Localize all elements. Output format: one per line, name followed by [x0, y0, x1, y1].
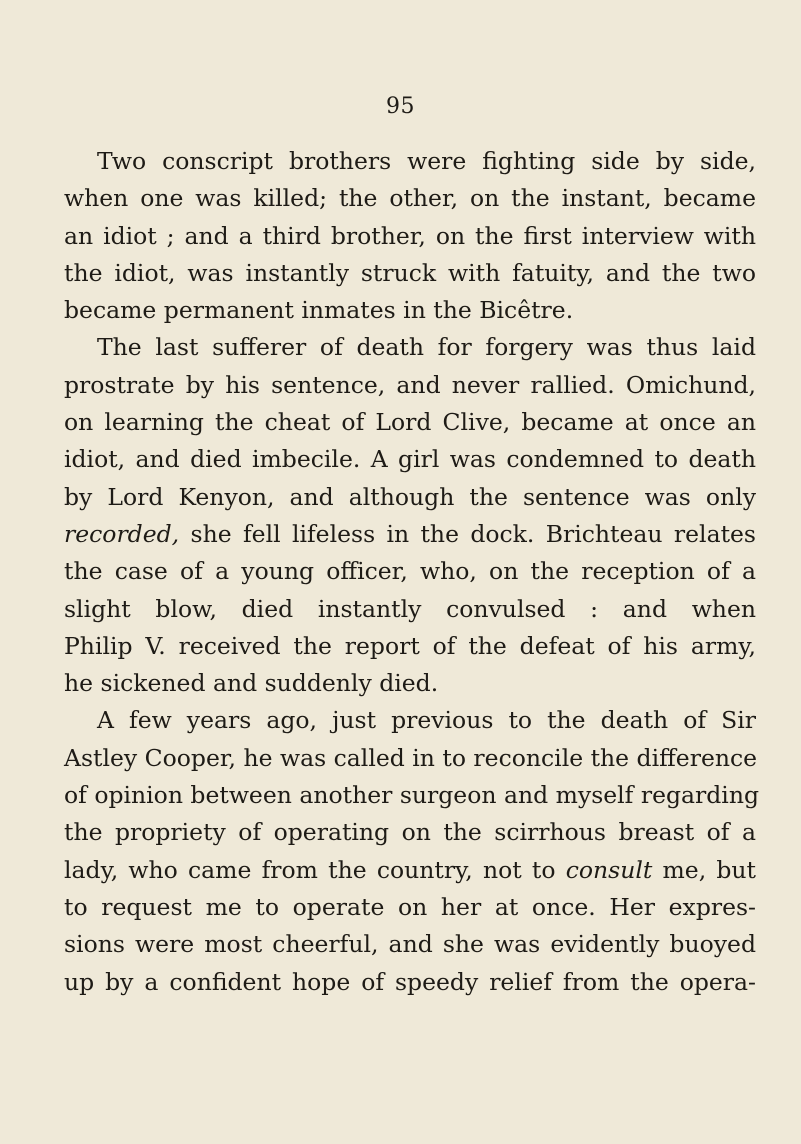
italic-word: consult	[565, 855, 653, 884]
text-line: on learning the cheat of Lord Clive, became at once an	[64, 408, 756, 437]
text-line: idiot, and died imbecile. A girl was condemned to death	[64, 445, 756, 474]
text-line: to request me to operate on her at once. Her expres-	[64, 892, 756, 921]
text-line: Astley Cooper, he was called in to reconcile the difference	[64, 743, 758, 772]
body-text	[64, 143, 760, 1001]
text-line: by Lord Kenyon, and although the sentence was only	[64, 482, 756, 511]
text-line: sions were most cheerful, and she was evidently buoyed	[64, 930, 756, 959]
text-line: an idiot ; and a third brother, on the first interview with	[64, 221, 756, 250]
text-line: The last sufferer of death for forgery was thus laid	[97, 333, 756, 362]
text-line: A few years ago, just previous to the death of Sir	[97, 706, 756, 735]
text-line: of opinion between another surgeon and myself regarding	[64, 781, 760, 810]
text-line: Two conscript brothers were fighting side by side,	[97, 147, 756, 175]
text-line: became permanent inmates in the Bicêtre.	[64, 296, 574, 325]
text-line: prostrate by his sentence, and never rallied. Omichund,	[64, 370, 756, 399]
text-line: the idiot, was instantly struck with fatuity, and the two	[64, 258, 756, 287]
page-number: 95	[386, 94, 415, 119]
text-line: up by a confident hope of speedy relief from the opera-	[64, 967, 756, 996]
text-line: when one was killed; the other, on the instant, became	[64, 184, 756, 213]
text-line: Philip V. received the report of the defeat of his army,	[64, 631, 756, 660]
text-line: the case of a young officer, who, on the reception of a	[64, 557, 756, 586]
text-line: the propriety of operating on the scirrhous breast of a	[64, 818, 756, 847]
text-line: slight blow, died instantly convulsed : and when	[64, 594, 756, 623]
text-line: he sickened and suddenly died.	[64, 669, 439, 698]
text-line: recorded, she fell lifeless in the dock. Brichteau relates	[64, 519, 756, 548]
text-line: lady, who came from the country, not to consult me, but	[64, 855, 756, 884]
italic-word: recorded,	[64, 519, 180, 548]
